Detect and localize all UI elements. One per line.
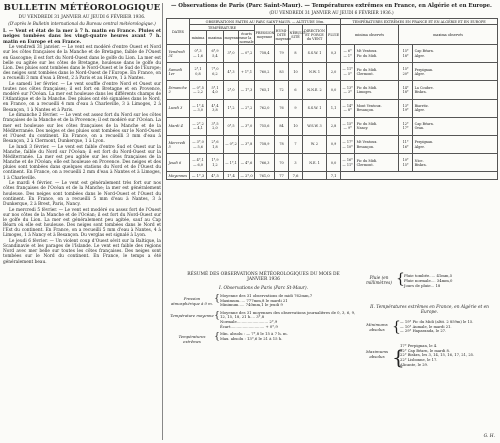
stat-row (170, 294, 358, 311)
cell-pluie: 1,1 (327, 99, 341, 117)
rain-label: Pluie (en millimètres) (366, 275, 392, 285)
stat-value: Moyenne des 31 moyennes des observations journalières de 0, 3, 6, 9, 12, 15, 18, 21 h.... 3°,8 Normale.......................... 2°,9 Écart............................ + 0°,9 (220, 309, 356, 329)
cell-pression: 758,9 (255, 135, 275, 153)
header-vent: DIRECTION ET FORCE du VENT (303, 25, 327, 45)
header-ecarts: écarts sur la normale (239, 31, 254, 44)
footer-min: — 1°,3 (190, 172, 207, 180)
table-row (167, 117, 498, 135)
cell-vent: N.N.E. 2 (303, 81, 327, 99)
summary-obs-heading: I. Observations de Paris (Parc St-Maur). (218, 286, 309, 291)
report-paragraph: Le mardi 4 février. — Le vent est généralement très fort sur nos côtes françaises de l'Océan et de la Manche; la mer est généralement houleuse. Des neiges sont tombées dans le Nord-Ouest et l'Ouest du continent. En France, on a recueilli 5 mm d'eau à Nantes, 3 à Dunkerque, 2 à Brest, Paris, Nancy. (3, 181, 161, 207)
cell-nebulosite: 7 (289, 135, 303, 153)
observations-body (167, 45, 498, 172)
right-area (166, 3, 497, 440)
stat-label: Températures extrêmes (178, 334, 206, 344)
extremes-min-values: — 19° Pic du Midi (altit. 2 859m) le 15. — 10° Aumale, le mardi 21. — 29° Haparanda, le 27. (400, 320, 474, 334)
cell-maxima: 7°,0 6,2 (207, 63, 224, 81)
cell-moyenne: — 0°,2 (224, 135, 239, 153)
table-row (167, 135, 498, 153)
cell-min-observe: — 13° — 3° (341, 81, 355, 99)
cell-max-observe: 10° 15° (399, 154, 413, 172)
stat-label: Température moyenne (170, 312, 214, 318)
cell-humidite: 70 (275, 154, 289, 172)
cell-pression: 760,2 (255, 63, 275, 81)
cell-minima: — 0°,5 — 2,2 (190, 81, 207, 99)
report-paragraph: Le jeudi 6 février. — Un violent coup d'Ouest sévit sur la Baltique, la Scandinavie et les parages de l'Islande. Le vent est faible des régions Nord avec mer belle sur toutes les côtes françaises. Des neiges sont tombées sur le Nord du continent. En France, le temps a été généralement beau. (3, 239, 161, 265)
cell-pluie: 0,0 (327, 81, 341, 99)
cell-max-station: Perpignan. Alger. (413, 63, 498, 81)
cell-moyenne: 0°,5 (224, 117, 239, 135)
rain-summary (362, 272, 497, 300)
cell-moyenne: — 1°,1 (224, 154, 239, 172)
cell-vent: W. 2 (303, 135, 327, 153)
summary-title: RÉSUMÉ DES OBSERVATIONS MÉTÉOROLOGIQUES DU MOIS DE JANVIER 1936 (187, 272, 340, 283)
cell-maxima: 6°,9 5,4 (207, 45, 224, 63)
cell-min-observe: — 16° — 11° (341, 154, 355, 172)
cell-maxima: 1°,9 1,2 (207, 154, 224, 172)
cell-max-observe: 13° 19° (399, 99, 413, 117)
daily-reports (3, 45, 161, 265)
extremes-max-label: Maximums absolus (365, 349, 389, 359)
extremes-min-label: Minimums absolus (366, 322, 388, 332)
cell-pluie: 0,0 (327, 154, 341, 172)
cell-minima: 2°,1 0,8 (190, 63, 207, 81)
header-pluie: PLUIE (327, 25, 341, 45)
cell-moyenne: 4°,3 (224, 63, 239, 81)
header-moyennes: moyennes (224, 31, 239, 45)
header-nebulosite: NÉBULO-SITÉ (289, 25, 303, 45)
stat-value: Moyenne des 31 observations de midi 762mm,7 Maximum..... 777mm,8 le mardi 21 Minimum..... 740mm,1 le jeudi 9 (220, 293, 313, 308)
cell-ecart: — 3°,0 (239, 117, 255, 135)
observations-table (166, 18, 498, 180)
report-paragraph: Le vendredi 31 janvier. — Le vent est modéré d'entre Ouest et Nord sur les côtes françaises de la Manche et de Bretagne, faible de l'Ouest en Gascogne; il est fort du Nord-Ouest dans le golfe du Lion. La mer est belle ou agitée sur les côtes de Bretagne, houleuse dans le golfe du Lion. Des pluies sont tombées dans le Nord-Ouest et le Sud de l'Europe; des neiges sont tombées dans le Nord-Ouest de l'Europe. En France, on a recueilli 3 mm d'eau à Brest, 2 à Paris et au Havre, 1 à Nantes. (3, 45, 161, 82)
footer-ecart: — 2°,0 (240, 173, 253, 178)
bulletin-title: BULLETIN MÉTÉOROLOGIQUE (3, 3, 161, 13)
cell-vent: S.S.W. 1 (303, 45, 327, 63)
row-date: Samedi 1er (167, 63, 190, 81)
cell-pression: 758,4 (255, 45, 275, 63)
cell-maxima: 2°,6 1,8 (207, 135, 224, 153)
header-dates: DATES (167, 19, 190, 45)
report-paragraph: Le dimanche 2 février. — Le vent est assez fort du Nord sur les côtes françaises de la Manche et de la Provence; il est modéré sur l'Océan. La mer est houleuse sur les côtes françaises de la Manche et de la Méditerranée. Des neiges et des pluies sont tombées sur le Nord-Ouest et l'Ouest du continent. En France, on a recueilli 3 mm d'eau à Besançon, 2 à Clermont, Dunkerque, 1 à Lyon. (3, 113, 161, 145)
observations-subtitle: (DU VENDREDI 31 JANVIER AU JEUDI 6 FÉVRIER 1936.) (269, 10, 394, 15)
cell-minima: — 2°,2 — 4,1 (190, 117, 207, 135)
stat-row (170, 311, 358, 332)
cell-min-station: Pic du Midi. Clermont. (355, 63, 399, 81)
footer-pression: 761,0 (255, 172, 275, 180)
summary-stats (170, 294, 358, 344)
cell-min-station: Pic du Midi. Nancy. (355, 117, 399, 135)
cell-max-station: Cap Béarn. Alger. (413, 45, 498, 63)
cell-vent: N.W. 1 (303, 63, 327, 81)
header-paris-group: OBSERVATIONS FAITES AU PARC SAINT-MAUR. — ALTITUDE 50m. (190, 19, 341, 25)
cell-max-station: Cap Béarn. Oran. (413, 117, 498, 135)
observations-title: — Observations de Paris (Parc Saint-Maur). — Températures extrêmes en France, en Algérie et en Europe. (171, 3, 492, 9)
cell-max-station: Perpignan. Alger. (413, 135, 498, 153)
left-column (3, 3, 161, 440)
brace-glyph: { (214, 310, 220, 321)
cell-moyenne: 1°,2 (224, 99, 239, 117)
table-row (167, 99, 498, 117)
brace-glyph: { (214, 294, 220, 304)
cell-vent: S.S.W. 1 (303, 99, 327, 117)
cell-max-station: Biarritz. Alger. (413, 99, 498, 117)
cell-pression: 762,0 (255, 99, 275, 117)
cell-ecart: — 1°,3 (239, 81, 255, 99)
footer-nebulosite: 7,6 (289, 172, 303, 180)
cell-maxima: 3°,5 2,0 (207, 117, 224, 135)
cell-minima: — 3°,0 — 5,6 (190, 135, 207, 153)
footer-humidite: 77 (275, 172, 289, 180)
table-footer-row (167, 172, 498, 180)
cell-vent: N.E. 1 (303, 154, 327, 172)
cell-ecart: — 0°,2 (239, 45, 255, 63)
cell-humidite: 76 (275, 99, 289, 117)
cell-pluie: 2,0 (327, 63, 341, 81)
extremes-max-values: 17° Perpignan, le 4. 22° Cap Béarn, le mardi 8. 22° Biskra, les 3, 14, 15, 16, 17, 21, 25. 22° Lisbonne, le 17. Alicante, le 29. (400, 344, 475, 367)
monthly-summary (166, 272, 497, 440)
cell-minima: 0°,3 — 1,6 (190, 45, 207, 63)
stat-label: Pression atmosphérique à 0 m. (170, 296, 213, 306)
cell-nebulosite: 3 (289, 154, 303, 172)
header-max-observes: maxima observés (399, 25, 498, 45)
stat-row (170, 332, 358, 344)
cell-max-observe: 12° 17° (399, 117, 413, 135)
cell-min-station: Pic du Midi. Limoges. (355, 81, 399, 99)
cell-nebulosite: 9 (289, 99, 303, 117)
header-extremes-group: TEMPÉRATURES EXTRÊMES EN FRANCE ET EN ALGÉRIE ET EN EUROPE (341, 19, 498, 25)
cell-max-station: Nice. Biskra. (413, 154, 498, 172)
cell-min-observe: — 6° — 1° (341, 45, 355, 63)
cell-min-observe: — 11° — 5° (341, 63, 355, 81)
brace-glyph: { (396, 271, 405, 287)
footer-max: 4°,5 (207, 172, 224, 180)
row-date: Mercredi 5 (167, 135, 190, 153)
brace-glyph: { (392, 345, 405, 369)
cell-pression: 755,6 (255, 117, 275, 135)
table-row (167, 81, 498, 99)
cell-max-observe: 11° 16° (399, 135, 413, 153)
cell-ecart: — 3°,8 (239, 135, 255, 153)
cell-pluie: 0,3 (327, 45, 341, 63)
row-date: Dimanche 2 (167, 81, 190, 99)
cell-pluie: 2,8 (327, 117, 341, 135)
bulletin-dates: DU VENDREDI 31 JANVIER AU JEUDI 6 FÉVRIER 1936. (18, 15, 146, 20)
table-row (167, 63, 498, 81)
cell-ecart: + 1°,1 (239, 63, 255, 81)
row-date: Lundi 3 (167, 99, 190, 117)
header-minima: minima (190, 31, 207, 45)
rain-values: Pluie tombée..... 41mm,5 Pluie normale.... 34mm,0 Jours de pluie... 18 (404, 273, 453, 288)
cell-min-observe: — 15° — 9° (341, 117, 355, 135)
row-date: Vendredi 31 (167, 45, 190, 63)
cell-max-observe: 15° 20° (399, 63, 413, 81)
cell-pression: 765,1 (255, 81, 275, 99)
cell-nebulosite: 8 (289, 45, 303, 63)
row-date: Mardi 4 (167, 117, 190, 135)
cell-nebulosite: 6 (289, 81, 303, 99)
cell-humidite: 83 (275, 63, 289, 81)
cell-min-station: Mont Ventoux. Besançon. (355, 99, 399, 117)
cell-humidite: 78 (275, 135, 289, 153)
cell-nebulosite: 10 (289, 63, 303, 81)
extremes-heading: II. Températures extrêmes en France, en Algérie et en Europe. (370, 305, 489, 315)
cell-minima: — 1°,4 — 3,0 (190, 99, 207, 117)
row-date: Jeudi 6 (167, 154, 190, 172)
cell-nebulosite: 10 (289, 117, 303, 135)
header-humidite: HUMI-DITÉ moyenne (275, 25, 289, 45)
footer-vent (303, 172, 327, 180)
cell-pluie: 0,9 (327, 135, 341, 153)
cell-ecart: — 4°,6 (239, 154, 255, 172)
cell-min-station: Mt Ventoux. Pic du Midi. (355, 45, 399, 63)
cell-min-observe: — 17° — 10° (341, 135, 355, 153)
cell-minima: — 4°,1 — 6,0 (190, 154, 207, 172)
table-row (167, 45, 498, 63)
signature-initials: G. H. (483, 434, 495, 439)
stat-value: Min. absolu : — 7°,8 le 15 à 7 h. m. Max. absolu : 13°,6 le 21 à 15 h. (220, 331, 288, 341)
header-maxima: maxima (207, 31, 224, 45)
footer-pluie: 7,1 (327, 172, 341, 180)
column-divider (162, 3, 163, 440)
header-temperature: TEMPÉRATURE (190, 25, 255, 31)
report-paragraph: Le lundi 3 février. — Le vent est faible d'entre Sud et Ouest sur la Manche, faible du Nord sur l'Océan; il est fort du Nord-Ouest sur la Méditerranée. La mer est peu agitée sur les côtes françaises de la Manche et de l'Océan; elle est houleuse en Provence. Des neiges et des pluies sont tombées dans quelques stations du Nord et de l'Ouest du continent. En France, on a recueilli 2 mm d'eau à Nantes et à Limoges, 1 à Charleville. (3, 144, 161, 181)
cell-max-station: La Coubre. Biskra. (413, 81, 498, 99)
cell-vent: W.S.W. 3 (303, 117, 327, 135)
cell-moyenne: 3°,0 (224, 45, 239, 63)
table-row (167, 154, 498, 172)
cell-max-observe: 14° 18° (399, 81, 413, 99)
report-paragraph: Le samedi 1er février. — Le vent souffle d'entre Nord et Ouest sur toutes nos côtes françaises; il est fort en Bretagne et en Provence, modéré sur l'Océan. La mer est houleuse dans les différents champs de l'Atlantique et de la Manche. Des pluies ont été signalées dans le Nord, en France, on a recueilli 4 mm d'eau à Charleville, 3 à Limoges, 2 à Besançon, 1 à Nantes et à Paris. (3, 81, 161, 113)
cell-moyenne: 2°,0 (224, 81, 239, 99)
footer-moy: 1°,4 (224, 172, 239, 180)
header-min-observes: minima observés (341, 25, 399, 45)
report-paragraph: Le mercredi 5 février. — Le vent est modéré ou assez fort de l'Ouest sur nos côtes de la Manche et de l'Océan; il est fort du Nord-Ouest sur le golfe du Lion. La mer est généralement peu agitée, sauf au Cap Béarn où elle est houleuse. Des neiges sont tombées dans le Nord et l'Est du continent. En France, on a recueilli 5 mm d'eau à Nantes, 4 à Limoges, 1 à Nancy et à Besançon. Du verglas est signalé à Lyon. (3, 207, 161, 239)
cell-ecart: — 2°,2 (239, 99, 255, 117)
bulletin-source-note: (D'après le Bulletin international du Bureau central météorologique.) (8, 21, 156, 26)
cell-pression: 766,3 (255, 154, 275, 172)
footer-blank (341, 172, 498, 180)
cell-max-observe: 15° 18° (399, 45, 413, 63)
header-pression: PRESSION moyenne (255, 25, 275, 45)
brace-glyph: { (392, 319, 401, 335)
brace-glyph: { (214, 332, 220, 343)
cell-min-station: Pic du Midi. Clermont. (355, 154, 399, 172)
section-heading: I. — Vent et état de la mer à 7 h. matin en France. Pluies et neiges tombées dans les vingt-quatre heures avant 7 h. matin en Europe et en France. (3, 29, 161, 45)
cell-humidite: 72 (275, 81, 289, 99)
cell-humidite: 84 (275, 117, 289, 135)
cell-min-observe: — 14° — 8° (341, 99, 355, 117)
cell-min-station: Mt Ventoux. Besançon. (355, 135, 399, 153)
footer-label: Moyennes (167, 172, 190, 180)
cell-maxima: 4°,4 3,8 (207, 99, 224, 117)
cell-maxima: 5°,1 4,0 (207, 81, 224, 99)
cell-humidite: 79 (275, 45, 289, 63)
